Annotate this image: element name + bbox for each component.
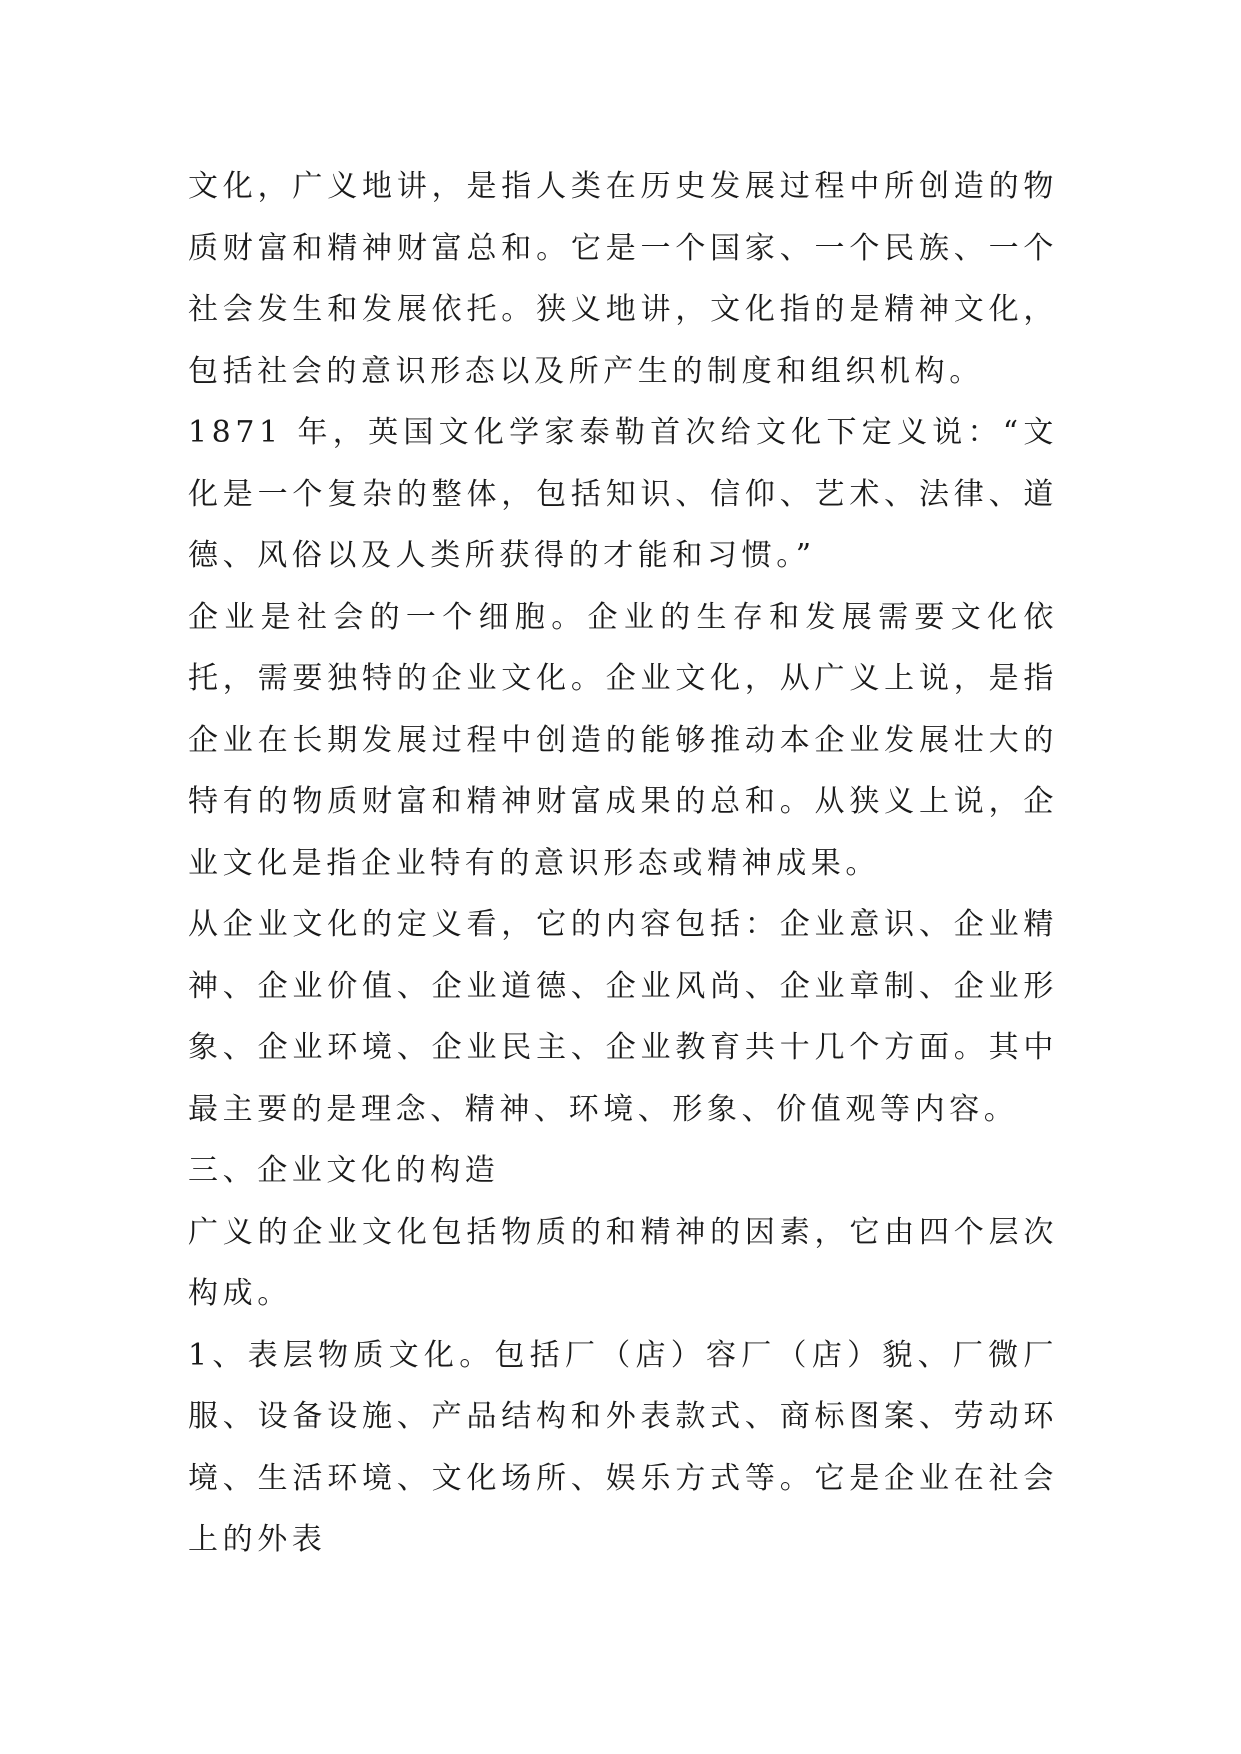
paragraph-four-levels: 广义的企业文化包括物质的和精神的因素，它由四个层次构成。 (188, 1214, 1058, 1311)
paragraph-surface-material-culture: 1、表层物质文化。包括厂（店）容厂（店）貌、厂微厂服、设备设施、产品结构和外表款式、商标图案、劳动环境、生活环境、文化场所、娱乐方式等。它是企业在社会上的外表 (188, 1337, 1058, 1557)
document-body (188, 156, 1058, 1571)
paragraph-enterprise-culture: 企业是社会的一个细胞。企业的生存和发展需要文化依托，需要独特的企业文化。企业文化，从广义上说，是指企业在长期发展过程中创造的能够推动本企业发展壮大的特有的物质财富和精神财富成果的总和。从狭义上说，企业文化是指企业特有的意识形态或精神成果。 (188, 599, 1058, 881)
section-heading-structure: 三、企业文化的构造 (188, 1153, 500, 1188)
paragraph-culture-content: 从企业文化的定义看，它的内容包括：企业意识、企业精神、企业价值、企业道德、企业风尚、企业章制、企业形象、企业环境、企业民主、企业教育共十几个方面。其中最主要的是理念、精神、环境、形象、价值观等内容。 (188, 907, 1058, 1127)
paragraph-tylor-definition: 1871 年，英国文化学家泰勒首次给文化下定义说：“文化是一个复杂的整体，包括知识、信仰、艺术、法律、道德、风俗以及人类所获得的才能和习惯。” (188, 415, 1058, 573)
paragraph-culture-definition: 文化，广义地讲，是指人类在历史发展过程中所创造的物质财富和精神财富总和。它是一个国家、一个民族、一个社会发生和发展依托。狭义地讲，文化指的是精神文化，包括社会的意识形态以及所产生的制度和组织机构。 (188, 169, 1058, 389)
